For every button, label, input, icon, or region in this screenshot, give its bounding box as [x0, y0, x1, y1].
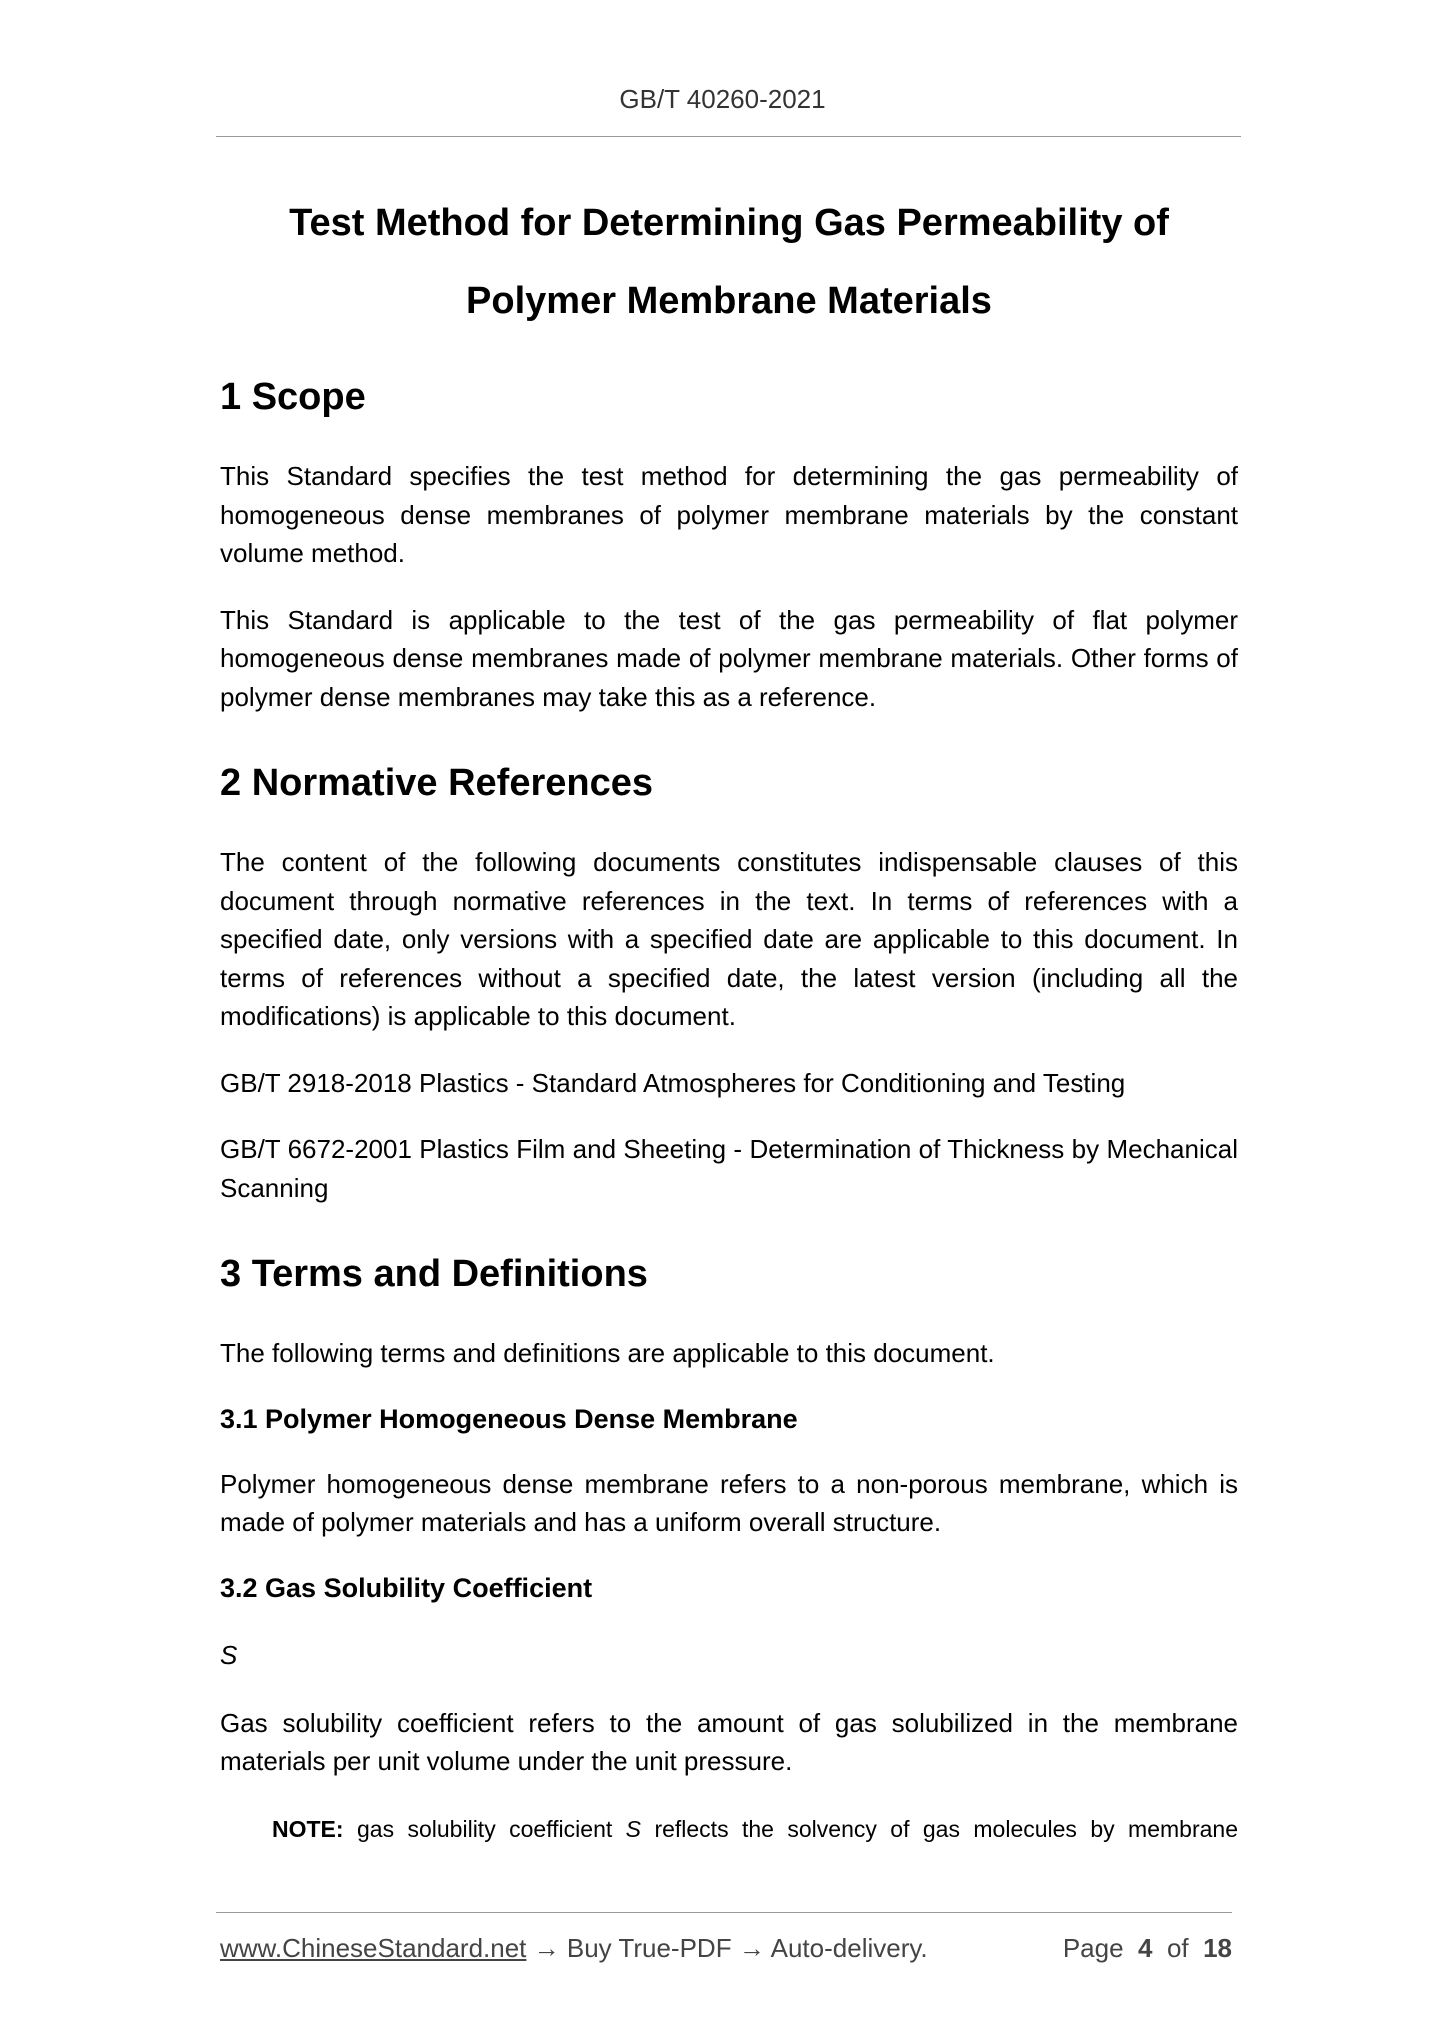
- current-page-number: 4: [1138, 1933, 1153, 1963]
- note-symbol-s: S: [625, 1815, 642, 1842]
- total-page-count: 18: [1203, 1933, 1232, 1963]
- document-title-line-2: Polymer Membrane Materials: [466, 280, 992, 322]
- footer-divider: [216, 1912, 1232, 1913]
- buy-true-pdf-text: Buy True-PDF: [566, 1933, 732, 1963]
- term-heading-3-2: 3.2 Gas Solubility Coefficient: [220, 1572, 593, 1603]
- arrow-right-icon: →: [738, 1933, 765, 1963]
- scope-paragraph-1: This Standard specifies the test method for determining the gas permeability of homogeneous dense membranes of polymer membrane materials by the constant volume method.: [220, 461, 1238, 568]
- references-paragraph: The content of the following documents constitutes indispensable clauses of this document through normative references in the text. In terms of references with a specified date, only versions with a specified date are applicable to this document. In terms of references without a specified date, the latest version (including all the modifications) is applicable to this document.: [220, 847, 1238, 1031]
- page-footer: [220, 1930, 1232, 1966]
- terms-intro-paragraph: The following terms and definitions are applicable to this document.: [220, 1338, 995, 1368]
- term-heading-3-1: 3.1 Polymer Homogeneous Dense Membrane: [220, 1403, 798, 1434]
- section-heading-scope: 1 Scope: [220, 376, 366, 418]
- website-link[interactable]: www.ChineseStandard.net: [220, 1933, 527, 1963]
- page-content: [220, 184, 1238, 1847]
- page-word: Page: [1062, 1933, 1124, 1963]
- document-title-line-1: Test Method for Determining Gas Permeability of: [289, 202, 1169, 244]
- section-heading-terms-definitions: 3 Terms and Definitions: [220, 1253, 648, 1295]
- document-title: [220, 184, 1238, 340]
- auto-delivery-text: Auto-delivery.: [770, 1933, 928, 1963]
- header-divider: [216, 136, 1241, 137]
- arrow-right-icon: →: [533, 1933, 560, 1963]
- term-definition-3-1: Polymer homogeneous dense membrane refers to a non-porous membrane, which is made of polymer materials and has a uniform overall structure.: [220, 1468, 1238, 1537]
- section-heading-normative-references: 2 Normative References: [220, 762, 653, 804]
- term-definition-3-2: Gas solubility coefficient refers to the amount of gas solubilized in the membrane materials per unit volume under the unit pressure.: [220, 1707, 1238, 1776]
- page-number-indicator: [1063, 1930, 1232, 1966]
- scope-paragraph-2: This Standard is applicable to the test of the gas permeability of flat polymer homogeneous dense membranes made of polymer membrane materials. Other forms of polymer dense membranes may take this as a reference.: [220, 604, 1238, 712]
- of-word: of: [1166, 1933, 1189, 1963]
- note-label: NOTE:: [272, 1815, 344, 1842]
- standard-code-header: GB/T 40260-2021: [619, 84, 826, 114]
- note-text-end: reflects the solvency of gas molecules by membrane: [654, 1815, 1238, 1842]
- note-text-start: gas solubility coefficient: [356, 1815, 613, 1842]
- reference-item-gbt-2918: GB/T 2918-2018 Plastics - Standard Atmospheres for Conditioning and Testing: [220, 1067, 1126, 1098]
- note-paragraph: [272, 1811, 1238, 1847]
- term-symbol-s: S: [220, 1639, 238, 1670]
- reference-item-gbt-6672: GB/T 6672-2001 Plastics Film and Sheeting - Determination of Thickness by Mechanical Scanning: [220, 1134, 1238, 1203]
